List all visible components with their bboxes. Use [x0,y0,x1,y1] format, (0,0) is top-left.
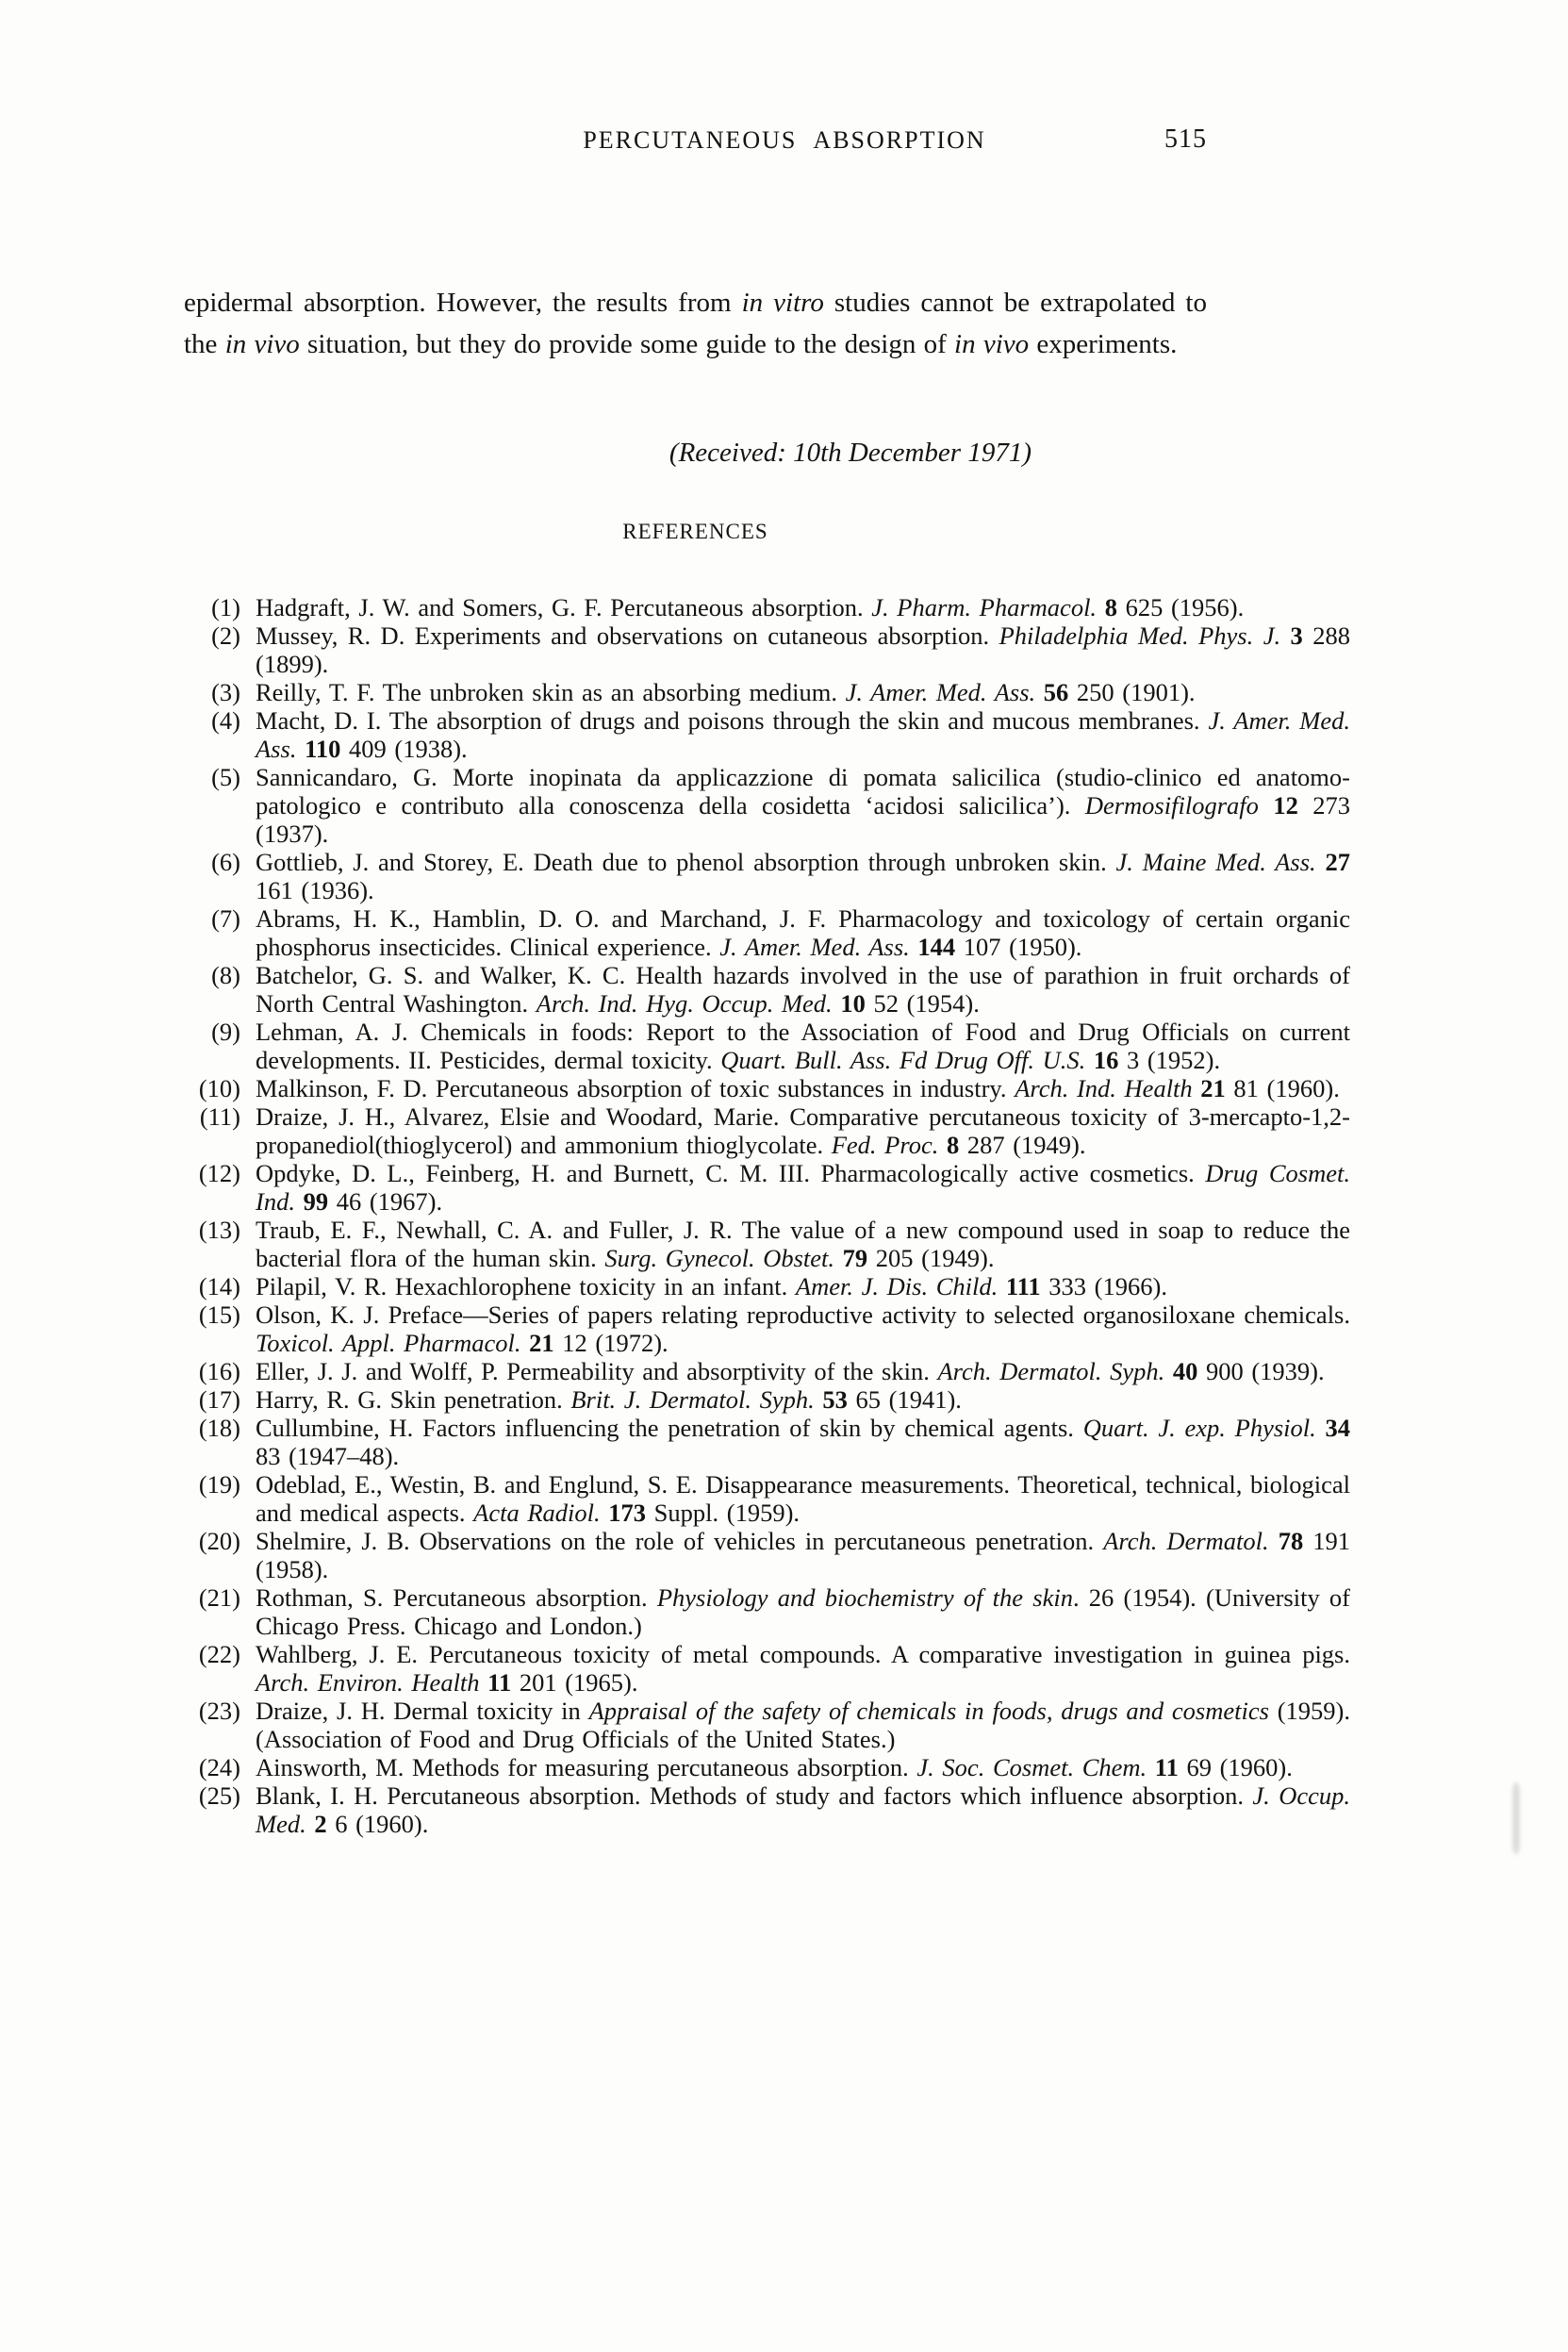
reference-item [193,1018,1350,1074]
reference-number: (7) [211,904,240,933]
reference-text: Abrams, H. K., Hamblin, D. O. and Marchand, J. F. Pharmacology and toxicology of certain organic phosphorus insecticides. Clinical experience. J. Amer. Med. Ass. 144 107 (1950). [256,904,1350,961]
references-heading: REFERENCES [622,520,768,543]
reference-number: (2) [211,621,240,650]
reference-number: (10) [198,1074,240,1102]
reference-text: Ainsworth, M. Methods for measuring percutaneous absorption. J. Soc. Cosmet. Chem. 11 69 (1960). [256,1753,1293,1781]
reference-item [193,593,1350,621]
running-title: PERCUTANEOUS ABSORPTION [583,126,986,154]
reference-number: (23) [198,1697,240,1725]
reference-item [193,706,1350,763]
reference-number: (9) [211,1018,240,1046]
reference-number: (8) [211,961,240,989]
reference-number: (18) [198,1414,240,1442]
reference-item [193,1216,1350,1272]
reference-item [193,1385,1350,1414]
reference-item [193,961,1350,1018]
reference-number: (5) [211,763,240,791]
reference-item [193,1074,1350,1102]
reference-text: Blank, I. H. Percutaneous absorption. Methods of study and factors which influence absorption. J. Occup. Med. 2 6 (1960). [256,1781,1350,1838]
reference-number: (20) [198,1527,240,1555]
received-date-line: (Received: 10th December 1971) [668,438,1032,468]
reference-item [193,1272,1350,1300]
reference-item [193,848,1350,904]
reference-item [193,1102,1350,1159]
reference-number: (25) [198,1781,240,1810]
reference-text: Opdyke, D. L., Feinberg, H. and Burnett, C. M. III. Pharmacologically active cosmetics. Drug Cosmet. Ind. 99 46 (1967). [256,1159,1350,1216]
references-list [193,593,1350,1838]
reference-text: Shelmire, J. B. Observations on the role of vehicles in percutaneous penetration. Arch. Dermatol. 78 191 (1958). [256,1527,1351,1583]
reference-item [193,1357,1350,1385]
reference-item [193,1781,1350,1838]
reference-number: (12) [198,1159,240,1187]
reference-number: (22) [198,1640,240,1668]
reference-item [193,1527,1350,1583]
reference-number: (17) [198,1385,240,1414]
reference-number: (19) [198,1470,240,1499]
page-number: 515 [1164,124,1207,154]
reference-text: Gottlieb, J. and Storey, E. Death due to phenol absorption through unbroken skin. J. Maine Med. Ass. 27 161 (1936). [256,848,1350,904]
reference-number: (6) [211,848,240,876]
reference-text: Eller, J. J. and Wolff, P. Permeability and absorptivity of the skin. Arch. Dermatol. Syph. 40 900 (1939). [256,1357,1325,1385]
reference-number: (24) [198,1753,240,1781]
reference-item [193,1753,1350,1781]
reference-text: Hadgraft, J. W. and Somers, G. F. Percutaneous absorption. J. Pharm. Pharmacol. 8 625 (1956). [256,593,1245,621]
reference-text: Macht, D. I. The absorption of drugs and poisons through the skin and mucous membranes. J. Amer. Med. Ass. 110 409 (1938). [256,706,1350,763]
reference-number: (21) [198,1583,240,1612]
reference-item [193,904,1350,961]
reference-text: Pilapil, V. R. Hexachlorophene toxicity in an infant. Amer. J. Dis. Child. 111 333 (1966). [256,1272,1167,1300]
reference-number: (15) [198,1300,240,1329]
reference-item [193,1583,1350,1640]
reference-text: Lehman, A. J. Chemicals in foods: Report to the Association of Food and Drug Officials on current developments. II. Pesticides, dermal toxicity. Quart. Bull. Ass. Fd Drug Off. U.S. 16 3 (1952). [256,1018,1350,1074]
reference-text: Traub, E. F., Newhall, C. A. and Fuller, J. R. The value of a new compound used in soap to reduce the bacterial flora of the human skin. Surg. Gynecol. Obstet. 79 205 (1949). [256,1216,1350,1272]
reference-item [193,1640,1350,1697]
scan-smudge-artifact [1512,1782,1520,1854]
reference-number: (1) [211,593,240,621]
reference-text: Sannicandaro, G. Morte inopinata da applicazzione di pomata salicilica (studio-clinico ed anatomo-patologico e contributo alla conoscenza della cosidetta ‘acidosi salicilica’). Dermosifilografo 12 273 (1937). [256,763,1350,848]
reference-item [193,621,1350,678]
reference-number: (16) [198,1357,240,1385]
reference-text: Olson, K. J. Preface—Series of papers relating reproductive activity to selected organosiloxane chemicals. Toxicol. Appl. Pharmacol. 21 12 (1972). [256,1300,1350,1357]
reference-number: (4) [211,706,240,735]
reference-item [193,1300,1350,1357]
reference-text: Reilly, T. F. The unbroken skin as an absorbing medium. J. Amer. Med. Ass. 56 250 (1901). [256,678,1196,706]
page-header [184,126,1207,160]
reference-text: Malkinson, F. D. Percutaneous absorption of toxic substances in industry. Arch. Ind. Health 21 81 (1960). [256,1074,1340,1102]
reference-text: Draize, J. H., Alvarez, Elsie and Woodard, Marie. Comparative percutaneous toxicity of 3-mercapto-1,2-propanediol(thioglycerol) and ammonium thioglycolate. Fed. Proc. 8 287 (1949). [256,1102,1350,1159]
reference-text: Mussey, R. D. Experiments and observations on cutaneous absorption. Philadelphia Med. Phys. J. 3 288 (1899). [256,621,1350,678]
reference-text: Harry, R. G. Skin penetration. Brit. J. Dermatol. Syph. 53 65 (1941). [256,1385,962,1414]
reference-item [193,678,1350,706]
reference-text: Wahlberg, J. E. Percutaneous toxicity of metal compounds. A comparative investigation in guinea pigs. Arch. Environ. Health 11 201 (1965). [256,1640,1350,1697]
reference-text: Cullumbine, H. Factors influencing the penetration of skin by chemical agents. Quart. J. exp. Physiol. 34 83 (1947–48). [256,1414,1351,1470]
reference-number: (13) [198,1216,240,1244]
intro-paragraph: epidermal absorption. However, the results from in vitro studies cannot be extrapolated to the in vivo situation, but they do provide some guide to the design of in vivo experiments. [184,288,1207,359]
reference-text: Rothman, S. Percutaneous absorption. Physiology and biochemistry of the skin. 26 (1954). (University of Chicago Press. Chicago and London.) [256,1583,1351,1640]
reference-number: (3) [211,678,240,706]
reference-item [193,1697,1350,1753]
reference-number: (11) [199,1102,240,1131]
reference-item [193,1414,1350,1470]
reference-text: Draize, J. H. Dermal toxicity in Appraisal of the safety of chemicals in foods, drugs and cosmetics (1959). (Association of Food and Drug Officials of the United States.) [256,1697,1350,1753]
reference-item [193,1159,1350,1216]
reference-item [193,1470,1350,1527]
reference-text: Batchelor, G. S. and Walker, K. C. Health hazards involved in the use of parathion in fruit orchards of North Central Washington. Arch. Ind. Hyg. Occup. Med. 10 52 (1954). [256,961,1350,1018]
reference-number: (14) [198,1272,240,1300]
reference-item [193,763,1350,848]
reference-text: Odeblad, E., Westin, B. and Englund, S. E. Disappearance measurements. Theoretical, technical, biological and medical aspects. Acta Radiol. 173 Suppl. (1959). [256,1470,1350,1527]
